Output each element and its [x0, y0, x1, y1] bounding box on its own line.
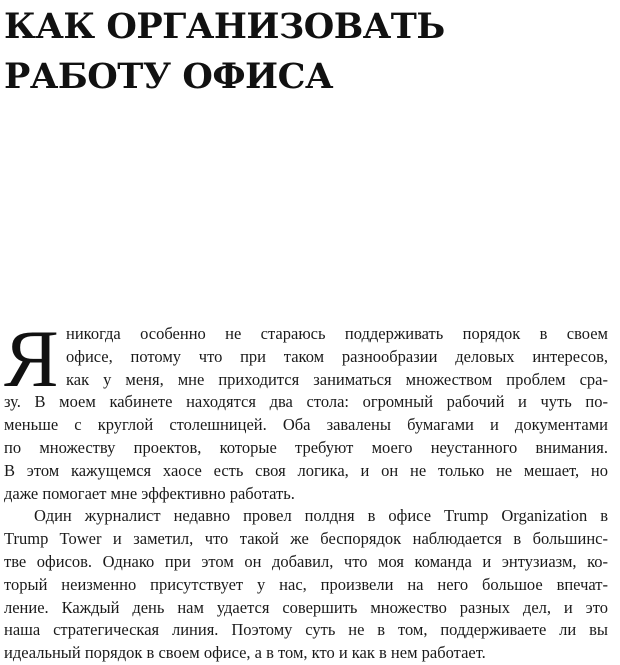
chapter-title-line-1: КАК ОРГАНИЗОВАТЬ: [4, 6, 445, 47]
text-line: наша стратегическая линия. Поэтому суть не в том, поддерживаете ли вы: [4, 620, 608, 640]
text-line: ление. Каждый день нам удается совершить множество разных дел, и это: [4, 597, 608, 617]
text-line: зу. В моем кабинете находятся два стола: огромный рабочий и чуть по-: [4, 392, 608, 412]
chapter-title: [4, 2, 445, 102]
chapter-title-line-2: РАБОТУ ОФИСА: [4, 56, 333, 97]
text-line: торый неизменно присутствует у нас, произвели на него большое впечат-: [4, 574, 608, 594]
paragraph-2: [4, 505, 608, 665]
text-line: меньше с круглой столешницей. Оба завалены бумагами и документами: [4, 415, 608, 435]
text-line: даже помогает мне эффективно работать.: [4, 483, 295, 503]
text-line: Trump Tower и заметил, что такой же беспорядок наблюдается в большинс-: [4, 529, 608, 549]
text-line: офисе, потому что при таком разнообразии деловых интересов,: [66, 346, 608, 366]
text-line: тве офисов. Однако при этом он добавил, что моя команда и энтузиазм, ко-: [4, 551, 608, 571]
text-line: идеальный порядок в своем офисе, а в том, кто и как в нем работает.: [4, 643, 486, 663]
body-text: [4, 313, 608, 665]
text-line: как у меня, мне приходится заниматься множеством проблем сра-: [66, 369, 608, 389]
paragraph-1: [4, 313, 608, 505]
text-line: В этом кажущемся хаосе есть своя логика, и он не только не мешает, но: [4, 460, 608, 480]
drop-cap: Я: [4, 313, 59, 404]
text-line: никогда особенно не стараюсь поддерживать порядок в своем: [66, 324, 608, 343]
text-line: по множеству проектов, которые требуют моего неустанного внимания.: [4, 437, 608, 457]
text-line: Один журналист недавно провел полдня в офисе Trump Organization в: [34, 506, 608, 526]
